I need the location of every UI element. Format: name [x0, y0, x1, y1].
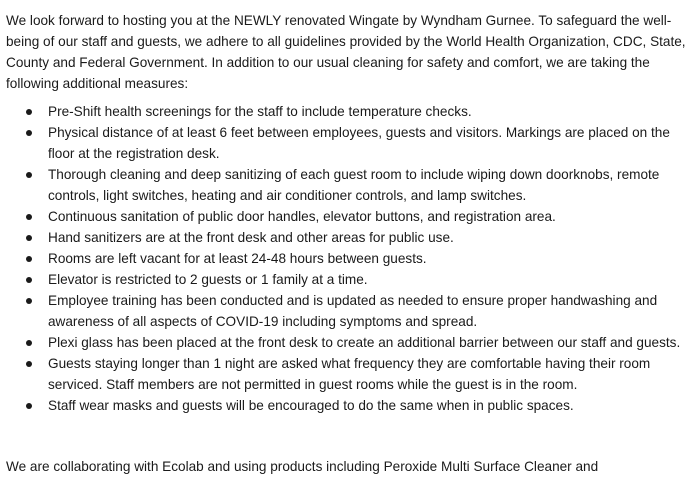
list-item — [6, 395, 694, 416]
list-item — [6, 269, 694, 290]
intro-paragraph: We look forward to hosting you at the NEWLY renovated Wingate by Wyndham Gurnee. To safeguard the well-being of our staff and guests, we adhere to all guidelines provided by the World Health Organization, CDC, State, County and Federal Government. In addition to our usual cleaning for safety and comfort, we are taking the following additional measures: — [6, 13, 686, 91]
measures-list — [6, 101, 694, 416]
list-item — [6, 353, 694, 395]
list-item-text: Continuous sanitation of public door handles, elevator buttons, and registration area. — [48, 209, 556, 224]
bullet-icon — [26, 403, 32, 409]
list-item-text: Hand sanitizers are at the front desk and other areas for public use. — [48, 230, 454, 245]
bullet-icon — [26, 277, 32, 283]
list-item-text: Plexi glass has been placed at the front desk to create an additional barrier between our staff and guests. — [48, 335, 681, 350]
list-item-text: Physical distance of at least 6 feet between employees, guests and visitors. Markings are placed on the floor at the registration desk. — [48, 125, 670, 161]
list-item — [6, 206, 694, 227]
bullet-icon — [26, 130, 32, 136]
list-item — [6, 101, 694, 122]
list-item-text: Employee training has been conducted and is updated as needed to ensure proper handwashing and awareness of all aspects of COVID-19 including symptoms and spread. — [48, 293, 658, 329]
list-item-text: Staff wear masks and guests will be encouraged to do the same when in public spaces. — [48, 398, 574, 413]
list-item-text: Rooms are left vacant for at least 24-48 hours between guests. — [48, 251, 427, 266]
closing-paragraph: We are collaborating with Ecolab and using products including Peroxide Multi Surface Cleaner and — [6, 459, 599, 474]
bullet-icon — [26, 109, 32, 115]
list-item-text: Elevator is restricted to 2 guests or 1 family at a time. — [48, 272, 368, 287]
list-item — [6, 332, 694, 353]
list-item-text: Pre-Shift health screenings for the staff to include temperature checks. — [48, 104, 472, 119]
bullet-icon — [26, 298, 32, 304]
bullet-icon — [26, 214, 32, 220]
bullet-icon — [26, 172, 32, 178]
list-item — [6, 290, 694, 332]
list-item — [6, 164, 694, 206]
list-item — [6, 227, 694, 248]
bullet-icon — [26, 256, 32, 262]
list-item — [6, 122, 694, 164]
list-item-text: Thorough cleaning and deep sanitizing of each guest room to include wiping down doorknobs, remote controls, light switches, heating and air conditioner controls, and lamp switches. — [48, 167, 660, 203]
list-item — [6, 248, 694, 269]
bullet-icon — [26, 340, 32, 346]
bullet-icon — [26, 235, 32, 241]
list-item-text: Guests staying longer than 1 night are asked what frequency they are comfortable having their room serviced. Staff members are not permitted in guest rooms while the guest is in the room. — [48, 356, 651, 392]
bullet-icon — [26, 361, 32, 367]
